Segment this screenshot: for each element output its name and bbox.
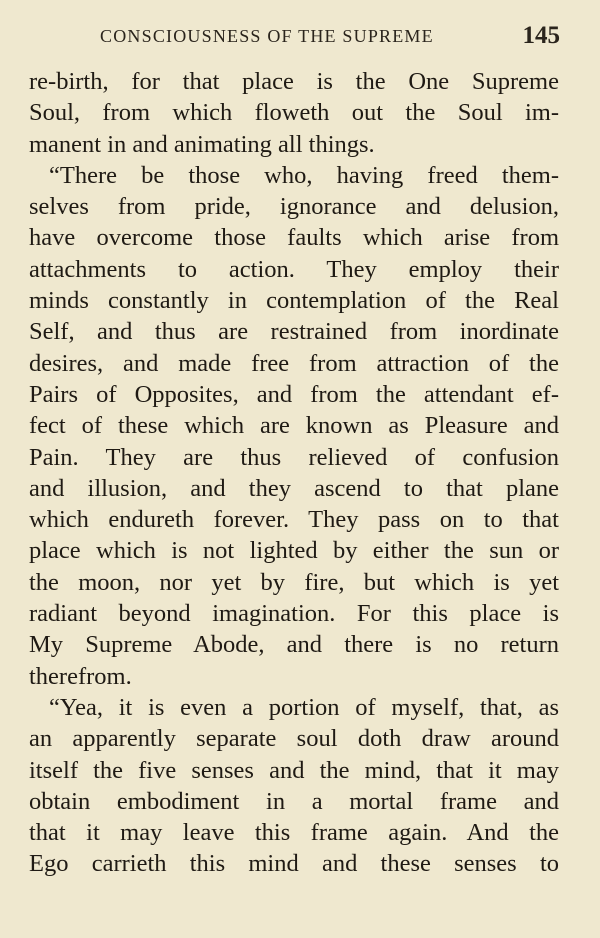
text-line: which endureth forever. They pass on to that [29,506,559,534]
text-line: the moon, nor yet by fire, but which is yet [29,568,559,596]
text-line: that it may leave this frame again. And the [29,819,559,847]
text-line: itself the five senses and the mind, that it may [29,756,559,784]
text-line: manent in and animating all things. [29,130,375,158]
text-line: desires, and made free from attraction of the [29,349,559,377]
text-line: “There be those who, having freed them- [49,161,559,189]
page-header [100,22,560,52]
text-line: place which is not lighted by either the sun or [29,537,559,565]
text-line: re-birth, for that place is the One Supreme [29,68,559,95]
text-line: “Yea, it is even a portion of myself, that, as [49,693,559,721]
text-line: minds constantly in contemplation of the Real [29,287,559,315]
running-head: CONSCIOUSNESS OF THE SUPREME [100,26,434,46]
text-line: My Supreme Abode, and there is no return [29,631,559,659]
text-line: have overcome those faults which arise from [29,224,559,252]
text-line: therefrom. [29,662,132,690]
text-line: Pairs of Opposites, and from the attendant ef- [29,380,559,408]
text-line: radiant beyond imagination. For this place is [29,600,559,628]
text-line: obtain embodiment in a mortal frame and [29,787,559,815]
text-line: attachments to action. They employ their [29,255,559,283]
text-line: selves from pride, ignorance and delusion, [29,193,559,221]
page-number: 145 [522,22,560,49]
text-line: Self, and thus are restrained from inordinate [29,318,559,346]
text-line: fect of these which are known as Pleasure and [29,412,559,440]
text-line: Soul, from which floweth out the Soul im- [29,99,559,127]
text-line: Pain. They are thus relieved of confusion [29,443,559,471]
text-line: and illusion, and they ascend to that plane [29,474,559,502]
text-line: an apparently separate soul doth draw around [29,725,559,753]
text-line: Ego carrieth this mind and these senses to [29,850,559,878]
body-text [29,66,559,880]
